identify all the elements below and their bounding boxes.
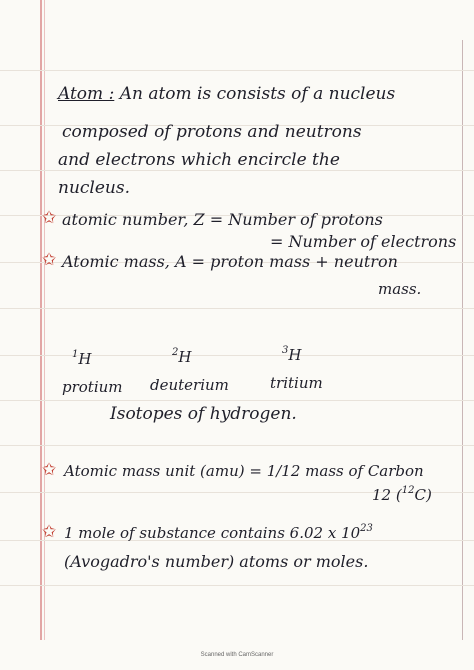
star-icon: ✩ [42, 460, 57, 480]
ruled-line [0, 308, 474, 309]
star-icon: ✩ [42, 522, 57, 542]
definition-line-2: composed of protons and neutrons [62, 122, 362, 142]
definition-line-1 [58, 84, 395, 104]
deuterium-symbol: $^2$H [172, 347, 192, 366]
ruled-line [0, 170, 474, 171]
definition-line-4: nucleus. [58, 178, 130, 198]
right-margin-line [462, 40, 463, 640]
star-icon: ✩ [42, 250, 57, 270]
amu-line-1: Atomic mass unit (amu) = 1/12 mass of Carbon [64, 462, 424, 480]
isotopes-caption: Isotopes of hydrogen. [110, 404, 297, 424]
atomic-number-line-2: = Number of electrons [270, 232, 457, 251]
atomic-mass-line-1: Atomic mass, A = proton mass + neutron [62, 252, 398, 271]
mole-line-2: (Avogadro's number) atoms or moles. [64, 552, 369, 571]
ruled-line [0, 400, 474, 401]
scanner-footer: Scanned with CamScanner [200, 652, 274, 658]
star-icon: ✩ [42, 208, 57, 228]
deuterium-label: deuterium [150, 376, 229, 394]
atomic-mass-line-2: mass. [378, 280, 422, 298]
ruled-line [0, 70, 474, 71]
atomic-number-line-1: atomic number, Z = Number of protons [62, 210, 383, 229]
ruled-line [0, 585, 474, 586]
margin-line-secondary [44, 0, 45, 640]
tritium-label: tritium [270, 374, 323, 392]
margin-line [40, 0, 42, 640]
ruled-line [0, 445, 474, 446]
protium-symbol: $^1$H [72, 349, 92, 368]
definition-text: An atom is consists of a nucleus [119, 84, 396, 104]
definition-line-3: and electrons which encircle the [58, 150, 340, 170]
tritium-symbol: $^3$H [282, 345, 302, 364]
definition-label: Atom : [58, 84, 115, 104]
protium-label: protium [62, 378, 123, 396]
amu-line-2: 12 ($^{12}$C) [372, 485, 432, 504]
mole-line-1: 1 mole of substance contains 6.02 x $10^{23}$ [64, 523, 373, 542]
